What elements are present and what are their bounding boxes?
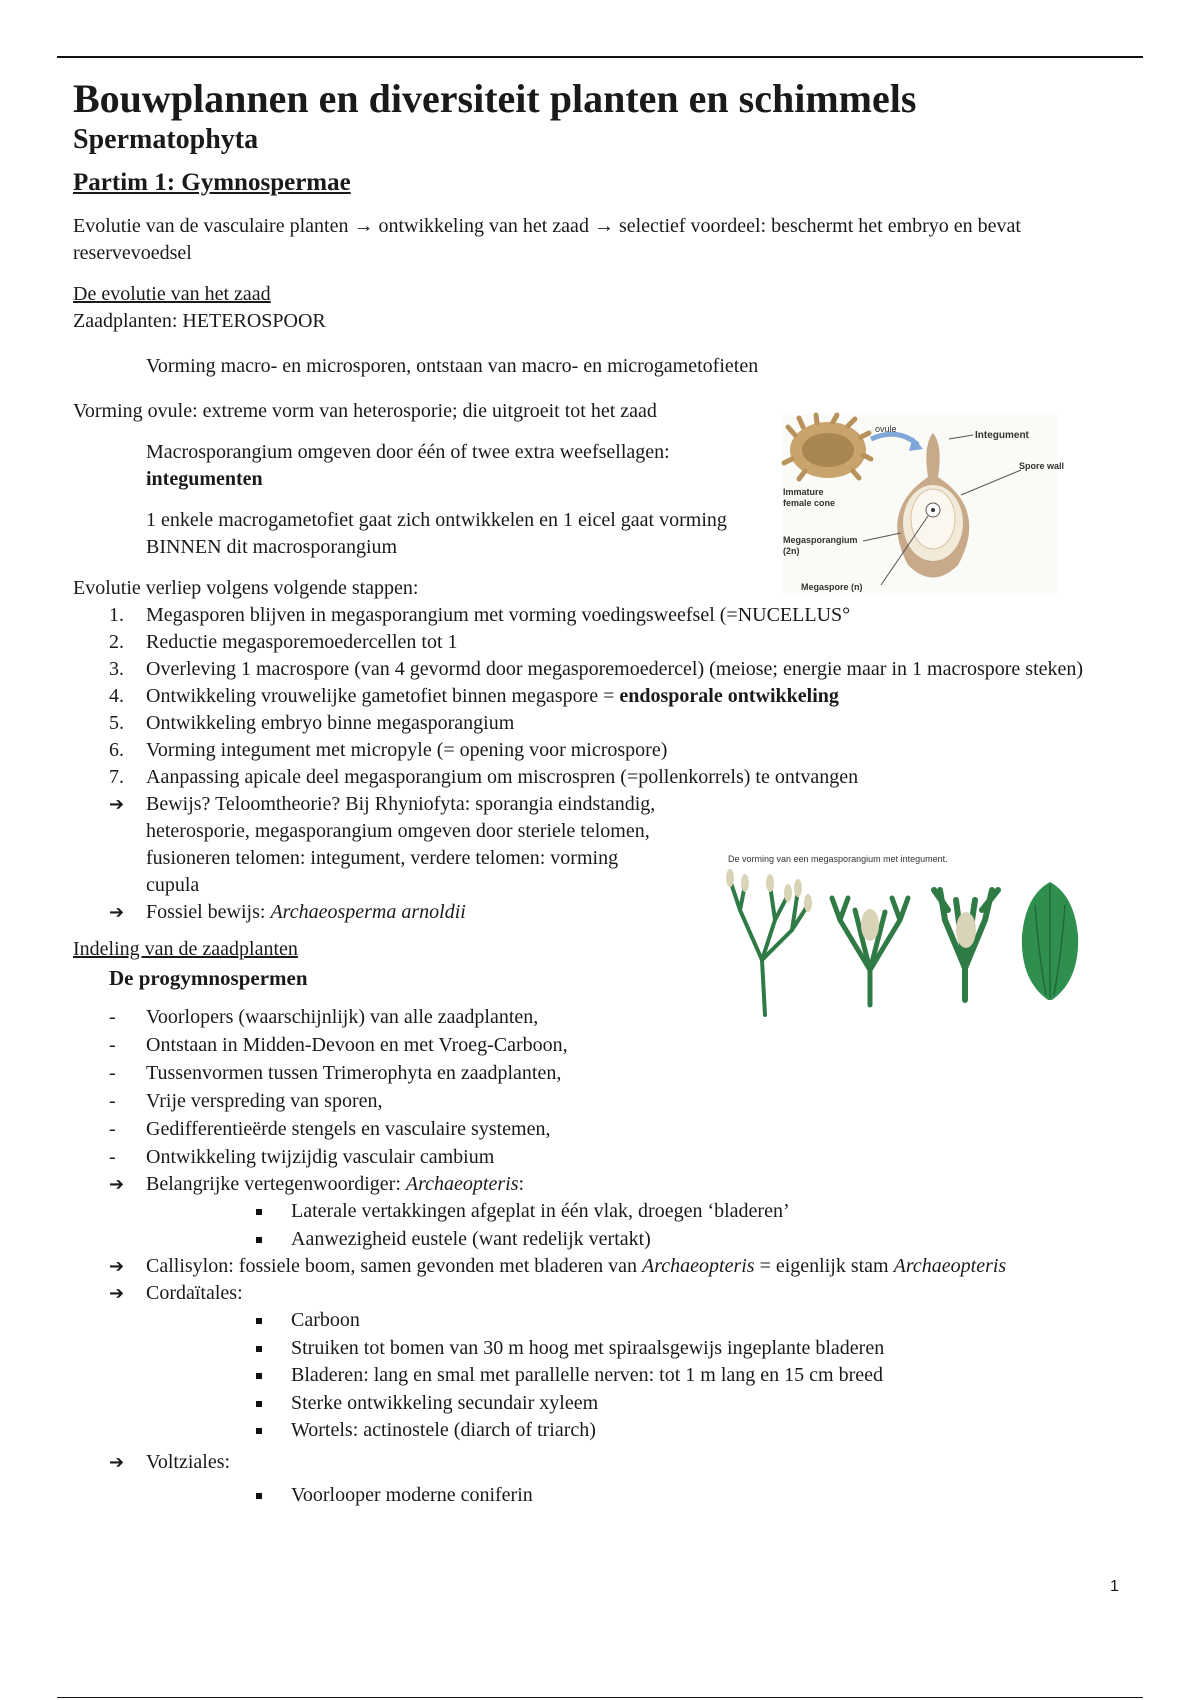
vorming-sporen-line: Vorming macro- en microsporen, ontstaan van macro- en microgametofieten — [146, 355, 759, 377]
figure2-caption: De vorming van een megasporangium met integument. — [728, 854, 948, 864]
intro-paragraph: Evolutie van de vasculaire planten → ontwikkeling van het zaad → selectief voordeel: beschermt het embryo en bevat reservevoedsel — [73, 215, 1021, 264]
evolution-step: 1. Megasporen blijven in megasporangium met vorming voedingsweefsel (=NUCELLUS° — [109, 604, 851, 626]
megasporangium-integument-figure — [720, 850, 1085, 1020]
integument-stage-4 — [1022, 882, 1078, 1000]
ovule-diagram-figure — [783, 415, 1065, 595]
evolutie-intro: Evolutie verliep volgens volgende stappen: — [73, 577, 419, 599]
arrow-icon: ➔ — [109, 1174, 125, 1195]
partim-heading: Partim 1: Gymnospermae — [73, 169, 351, 196]
section-heading-indeling: Indeling van de zaadplanten — [73, 938, 298, 960]
megasporangium-label: Megasporangium — [783, 535, 858, 545]
macrosporangium-text: Macrosporangium omgeven door één of twee extra weefsellagen: — [146, 441, 670, 463]
vertegenwoordiger-item: ➔ Belangrijke vertegenwoordiger: Archaeopteris: — [73, 1171, 1133, 1198]
progymnospermen-list — [73, 1003, 1133, 1171]
square-bullet-icon — [256, 1401, 262, 1407]
megasporangium-stage-2 — [861, 909, 879, 941]
arrow-icon: ➔ — [109, 902, 125, 923]
evolution-step: 6. Vorming integument met micropyle (= opening voor microspore) — [109, 739, 668, 761]
square-list-item: Aanwezigheid eustele (want redelijk vertakt) — [73, 1226, 1133, 1254]
progymnospermen-heading: De progymnospermen — [109, 966, 308, 990]
evolution-step: 2. Reductie megasporemoedercellen tot 1 — [109, 631, 458, 653]
dash-list-item: - Ontstaan in Midden-Devoon en met Vroeg-Carboon, — [109, 1034, 568, 1056]
evolution-step: 7. Aanpassing apicale deel megasporangium om miscrospren (=pollenkorrels) te ontvangen — [109, 766, 859, 788]
arrow-icon: ➔ — [109, 1256, 125, 1277]
section-heading-zaad: De evolutie van het zaad — [73, 283, 271, 305]
square-bullet-icon — [256, 1318, 262, 1324]
ovule-line: Vorming ovule: extreme vorm van heterosporie; die uitgroeit tot het zaad — [73, 400, 657, 422]
female-cone-label: female cone — [783, 498, 836, 508]
megasporangium-stage-3 — [956, 912, 976, 948]
telome-stage-1 — [730, 880, 808, 1015]
two-n-label: (2n) — [783, 546, 800, 556]
immature-label: Immature — [783, 487, 824, 497]
square-list-item: Voorlooper moderne coniferin — [73, 1482, 1133, 1510]
dash-list-item: - Vrije verspreding van sporen, — [109, 1090, 383, 1112]
spore-wall-label: Spore wall — [1019, 461, 1065, 471]
cordaitales-item: ➔ Cordaïtales: — [73, 1280, 1133, 1307]
square-list-item: Laterale vertakkingen afgeplat in één vlak, droegen ‘bladeren’ — [73, 1198, 1133, 1226]
document-title: Bouwplannen en diversiteit planten en schimmels — [73, 76, 917, 121]
macrosporangium-line — [73, 439, 743, 493]
megaspore-label: Megaspore (n) — [801, 582, 863, 592]
evolution-step: 4. Ontwikkeling vrouwelijke gametofiet binnen megaspore = endosporale ontwikkeling — [109, 685, 839, 707]
square-bullet-icon — [256, 1428, 262, 1434]
ovule-label: ovule — [875, 424, 897, 434]
integument-label: Integument — [975, 430, 1029, 441]
dash-list-item: - Gedifferentieërde stengels en vasculaire systemen, — [109, 1118, 551, 1140]
square-list-item: Sterke ontwikkeling secundair xyleem — [73, 1390, 1133, 1418]
dash-list-item: - Voorlopers (waarschijnlijk) van alle zaadplanten, — [109, 1006, 539, 1028]
dash-list-item: - Tussenvormen tussen Trimerophyta en zaadplanten, — [109, 1062, 562, 1084]
arrow-icon: ➔ — [109, 1283, 125, 1304]
zaadplanten-line: Zaadplanten: HETEROSPOOR — [73, 310, 326, 332]
dash-list-item: - Ontwikkeling twijzijdig vasculair cambium — [109, 1146, 495, 1168]
square-list-item: Carboon — [73, 1307, 1133, 1335]
square-bullet-icon — [256, 1493, 262, 1499]
square-bullet-icon — [256, 1373, 262, 1379]
evolution-step: 5. Ontwikkeling embryo binne megasporangium — [109, 712, 515, 734]
square-list-item: Wortels: actinostele (diarch of triarch) — [73, 1417, 1133, 1445]
document-subtitle: Spermatophyta — [73, 124, 259, 155]
square-list-item: Bladeren: lang en smal met parallelle nerven: tot 1 m lang en 15 cm breed — [73, 1362, 1133, 1390]
square-bullet-icon — [256, 1237, 262, 1243]
square-bullet-icon — [256, 1346, 262, 1352]
integumenten-term: integumenten — [146, 468, 263, 490]
evolution-step: 3. Overleving 1 macrospore (van 4 gevormd door megasporemoedercel) (meiose; energie maar in 1 macrospore steken) — [109, 658, 1084, 680]
square-list-item: Struiken tot bomen van 30 m hoog met spiraalsgewijs ingeplante bladeren — [73, 1335, 1133, 1363]
bottom-rule — [57, 1697, 1143, 1698]
gametofiet-line: 1 enkele macrogametofiet gaat zich ontwikkelen en 1 eicel gaat vorming BINNEN dit macrosporangium — [146, 509, 727, 558]
document-body — [73, 75, 1133, 1509]
arrow-icon: ➔ — [109, 1451, 125, 1473]
fossiel-item: ➔ Fossiel bewijs: Archaeosperma arnoldii — [73, 899, 1133, 926]
evolution-steps-list — [73, 602, 1133, 791]
bewijs-item: ➔ Bewijs? Teloomtheorie? Bij Rhyniofyta: sporangia eindstandig, heterosporie, megasporangium omgeven door steriele telomen, fusioneren telomen: integument, verdere telomen: vorming cupula — [109, 793, 656, 896]
callisylon-item: ➔ Callisylon: fossiele boom, samen gevonden met bladeren van Archaeopteris = eigenlijk stam Archaeopteris — [73, 1253, 1133, 1280]
top-rule — [57, 56, 1143, 58]
voltziales-item: ➔ Voltziales: — [73, 1449, 1133, 1476]
page-number: 1 — [1110, 1578, 1119, 1595]
square-bullet-icon — [256, 1209, 262, 1215]
arrow-icon: ➔ — [109, 794, 125, 815]
